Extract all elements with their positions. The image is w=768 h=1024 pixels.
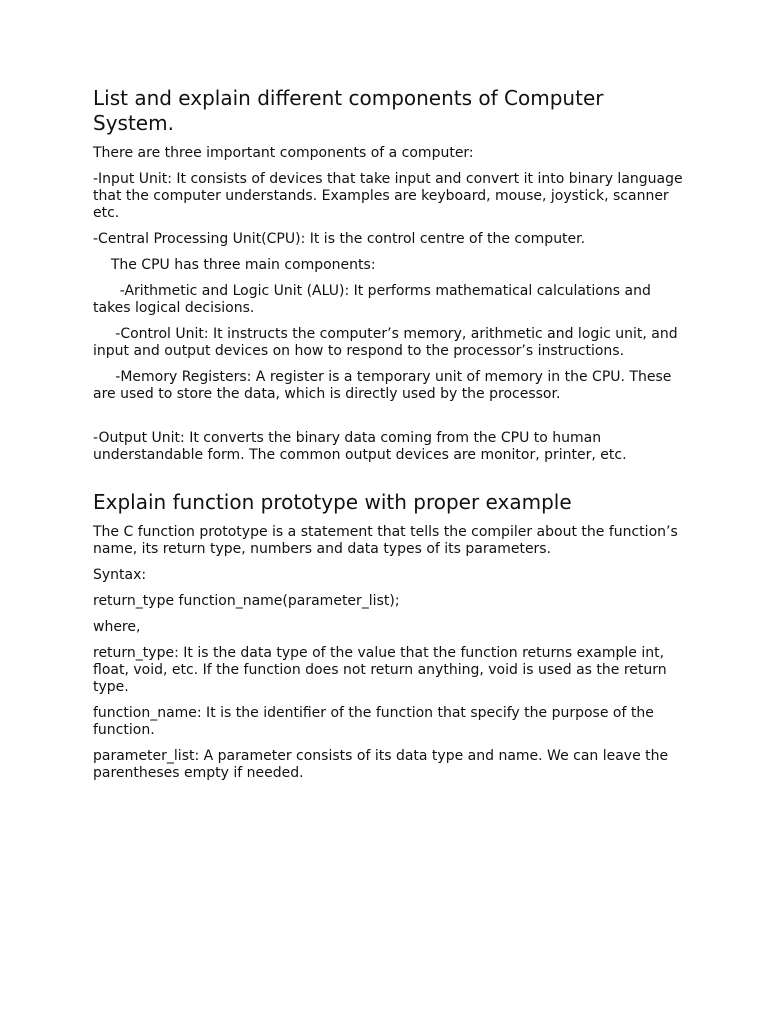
memory-registers-paragraph: -Memory Registers: A register is a temporary unit of memory in the CPU. These are used to store the data, which is directly used by the processor. (93, 369, 676, 402)
parameter-list-paragraph: parameter_list: A parameter consists of its data type and name. We can leave the parentheses empty if needed. (93, 748, 673, 781)
where-label: where, (93, 619, 141, 635)
syntax-line: return_type function_name(parameter_list); (93, 593, 400, 609)
section1-heading: List and explain different components of Computer System. (93, 86, 604, 135)
syntax-label: Syntax: (93, 567, 147, 583)
cpu-paragraph: -Central Processing Unit(CPU): It is the control centre of the computer. (93, 231, 586, 247)
input-unit-paragraph: -Input Unit: It consists of devices that take input and convert it into binary language that the computer understands. Examples are keyboard, mouse, joystick, scanner etc. (93, 171, 688, 221)
document-content (93, 86, 688, 791)
section2 (93, 490, 683, 782)
function-name-paragraph: function_name: It is the identifier of the function that specify the purpose of the function. (93, 705, 659, 738)
section2-heading: Explain function prototype with proper example (93, 490, 572, 514)
blank-line (93, 412, 683, 430)
section2-intro: The C function prototype is a statement that tells the compiler about the function’s name, its return type, numbers and data types of its parameters. (93, 524, 683, 557)
output-unit-paragraph: -Output Unit: It converts the binary data coming from the CPU to human understandable form. The common output devices are monitor, printer, etc. (93, 430, 627, 463)
alu-paragraph: -Arithmetic and Logic Unit (ALU): It performs mathematical calculations and takes logical decisions. (93, 283, 656, 316)
section1-intro: There are three important components of a computer: (93, 145, 474, 161)
return-type-paragraph: return_type: It is the data type of the value that the function returns example int, float, void, etc. If the function does not return anything, void is used as the return type. (93, 645, 672, 695)
cpu-components-paragraph: The CPU has three main components: (93, 257, 376, 273)
control-unit-paragraph: -Control Unit: It instructs the computer’s memory, arithmetic and logic unit, and input and output devices on how to respond to the processor’s instructions. (93, 326, 683, 359)
